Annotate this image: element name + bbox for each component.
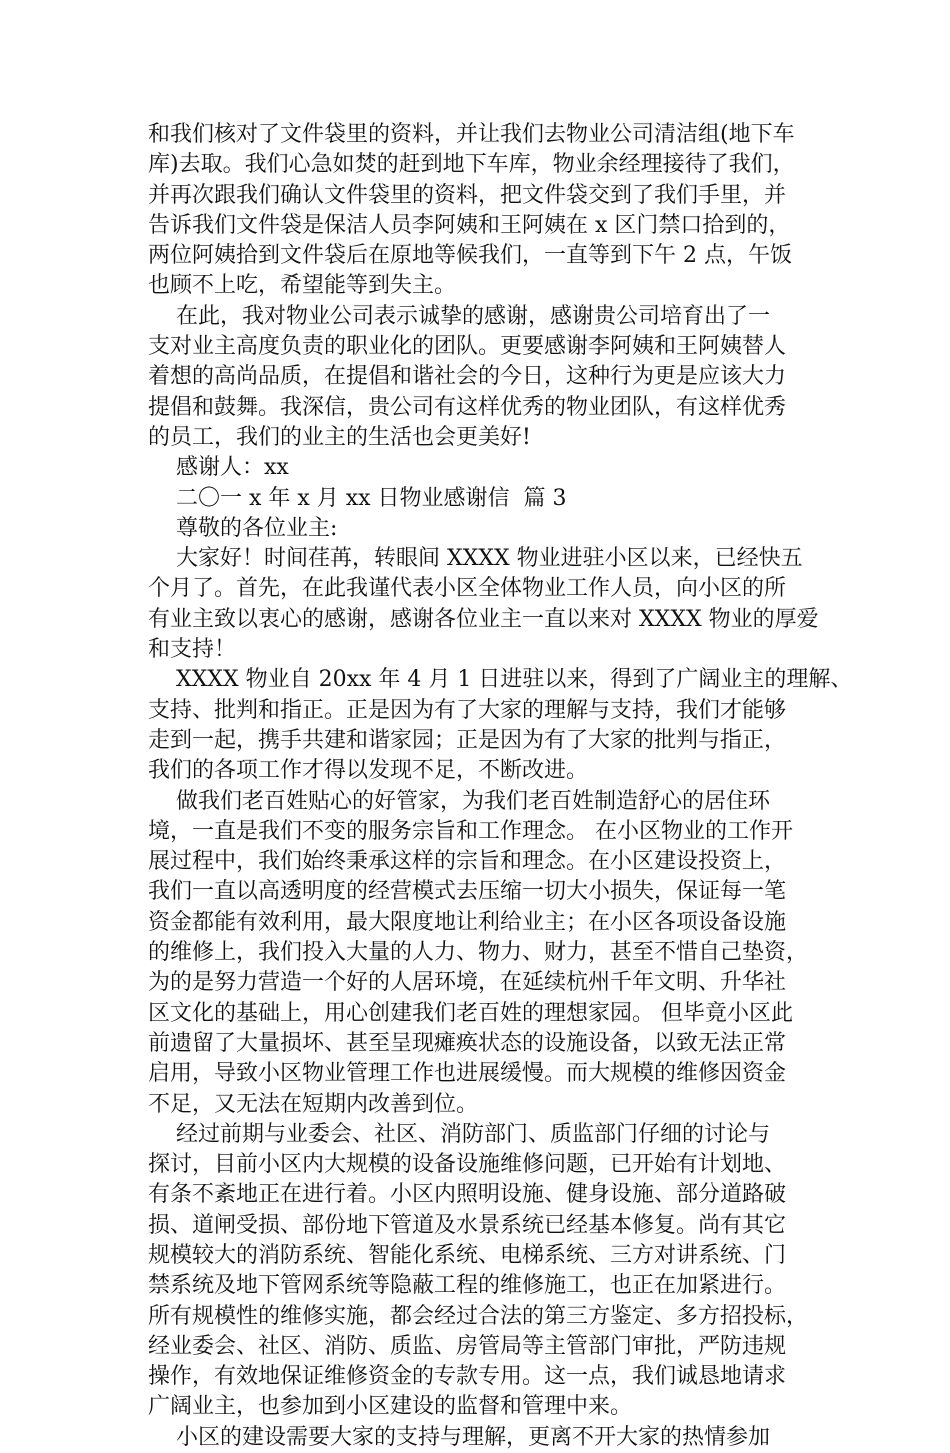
text-line: 规模较大的消防系统、智能化系统、电梯系统、三方对讲系统、门 xyxy=(148,1242,787,1268)
text-line: 展过程中，我们始终秉承这样的宗旨和理念。在小区建设投资上， xyxy=(148,849,787,875)
text-line: 我们的各项工作才得以发现不足，不断改进。 xyxy=(148,758,589,784)
text-line: 也顾不上吃，希望能等到失主。 xyxy=(148,273,457,299)
text-line: 和我们核对了文件袋里的资料，并让我们去物业公司清洁组(地下车 xyxy=(148,122,795,147)
text-line: 不足，又无法在短期内改善到位。 xyxy=(148,1091,479,1117)
text-line: 前遗留了大量损坏、甚至呈现瘫痪状态的设施设备，以致无法正常 xyxy=(148,1030,787,1056)
text-line: 所有规模性的维修实施，都会经过合法的第三方鉴定、多方招投标， xyxy=(148,1303,809,1329)
text-line: 经业委会、社区、消防、质监、房管局等主管部门审批，严防违规 xyxy=(148,1333,787,1359)
text-line: 个月了。首先，在此我谨代表小区全体物业工作人员，向小区的所 xyxy=(148,576,787,602)
text-line: 在此，我对物业公司表示诚挚的感谢，感谢贵公司培育出了一 xyxy=(148,303,770,329)
text-line: 支持、批判和指正。正是因为有了大家的理解与支持，我们才能够 xyxy=(148,697,787,723)
text-line: 的维修上，我们投入大量的人力、物力、财力，甚至不惜自己垫资， xyxy=(148,940,809,966)
text-line: 感谢人：xx xyxy=(148,455,289,481)
text-line: 两位阿姨拾到文件袋后在原地等候我们，一直等到下午 2 点，午饭 xyxy=(148,243,792,269)
text-line: 资金都能有效利用，最大限度地让利给业主；在小区各项设备设施 xyxy=(148,909,787,935)
text-line: 区文化的基础上，用心创建我们老百姓的理想家园。 但毕竟小区此 xyxy=(148,1000,793,1026)
text-line: 库)去取。我们心急如焚的赶到地下车库，物业余经理接待了我们， xyxy=(148,152,795,178)
text-line: 着想的高尚品质，在提倡和谐社会的今日，这种行为更是应该大力 xyxy=(148,364,787,390)
text-line: 有业主致以衷心的感谢，感谢各位业主一直以来对 XXXX 物业的厚爱 xyxy=(148,606,819,632)
text-line: 我们一直以高透明度的经营模式去压缩一切大小损失，保证每一笔 xyxy=(148,879,787,905)
text-line: 走到一起，携手共建和谐家园；正是因为有了大家的批判与指正， xyxy=(148,727,787,753)
text-line: 有条不紊地正在进行着。小区内照明设施、健身设施、部分道路破 xyxy=(148,1182,787,1208)
text-line: 小区的建设需要大家的支持与理解，更离不开大家的热情参加 xyxy=(148,1424,770,1450)
text-line: 大家好！时间荏苒，转眼间 XXXX 物业进驻小区以来，已经快五 xyxy=(148,546,803,572)
text-line: 广阔业主，也参加到小区建设的监督和管理中来。 xyxy=(148,1394,633,1420)
text-line: 做我们老百姓贴心的好管家，为我们老百姓制造舒心的居住环 xyxy=(148,788,770,814)
text-line: XXXX 物业自 20xx 年 4 月 1 日进驻以来，得到了广阔业主的理解、 xyxy=(148,667,853,693)
text-line: 禁系统及地下管网系统等隐蔽工程的维修施工，也正在加紧进行。 xyxy=(148,1273,787,1299)
text-line: 损、道闸受损、部份地下管道及水景系统已经基本修复。尚有其它 xyxy=(148,1212,787,1238)
text-line: 并再次跟我们确认文件袋里的资料，把文件袋交到了我们手里，并 xyxy=(148,182,787,208)
text-line: 启用，导致小区物业管理工作也进展缓慢。而大规模的维修因资金 xyxy=(148,1061,787,1087)
text-line: 尊敬的各位业主: xyxy=(148,515,338,541)
text-line: 经过前期与业委会、社区、消防部门、质监部门仔细的讨论与 xyxy=(148,1121,770,1147)
text-line: 和支持！ xyxy=(148,637,237,663)
text-line: 为的是努力营造一个好的人居环境，在延续杭州千年文明、升华社 xyxy=(148,970,787,996)
text-line: 支对业主高度负责的职业化的团队。更要感谢李阿姨和王阿姨替人 xyxy=(148,334,787,360)
text-line: 提倡和鼓舞。我深信，贵公司有这样优秀的物业团队，有这样优秀 xyxy=(148,394,787,420)
letter-body-text xyxy=(148,120,853,1453)
text-line: 的员工，我们的业主的生活也会更美好! xyxy=(148,424,531,450)
text-line: 操作，有效地保证维修资金的专款专用。这一点，我们诚恳地请求 xyxy=(148,1364,787,1390)
text-line: 探讨，目前小区内大规模的设备设施维修问题，已开始有计划地、 xyxy=(148,1152,787,1178)
text-line: 告诉我们文件袋是保洁人员李阿姨和王阿姨在 x 区门禁口拾到的， xyxy=(148,212,791,238)
text-line: 境，一直是我们不变的服务宗旨和工作理念。 在小区物业的工作开 xyxy=(148,818,793,844)
text-line: 二〇一 x 年 x 月 xx 日物业感谢信 篇 3 xyxy=(148,485,567,511)
